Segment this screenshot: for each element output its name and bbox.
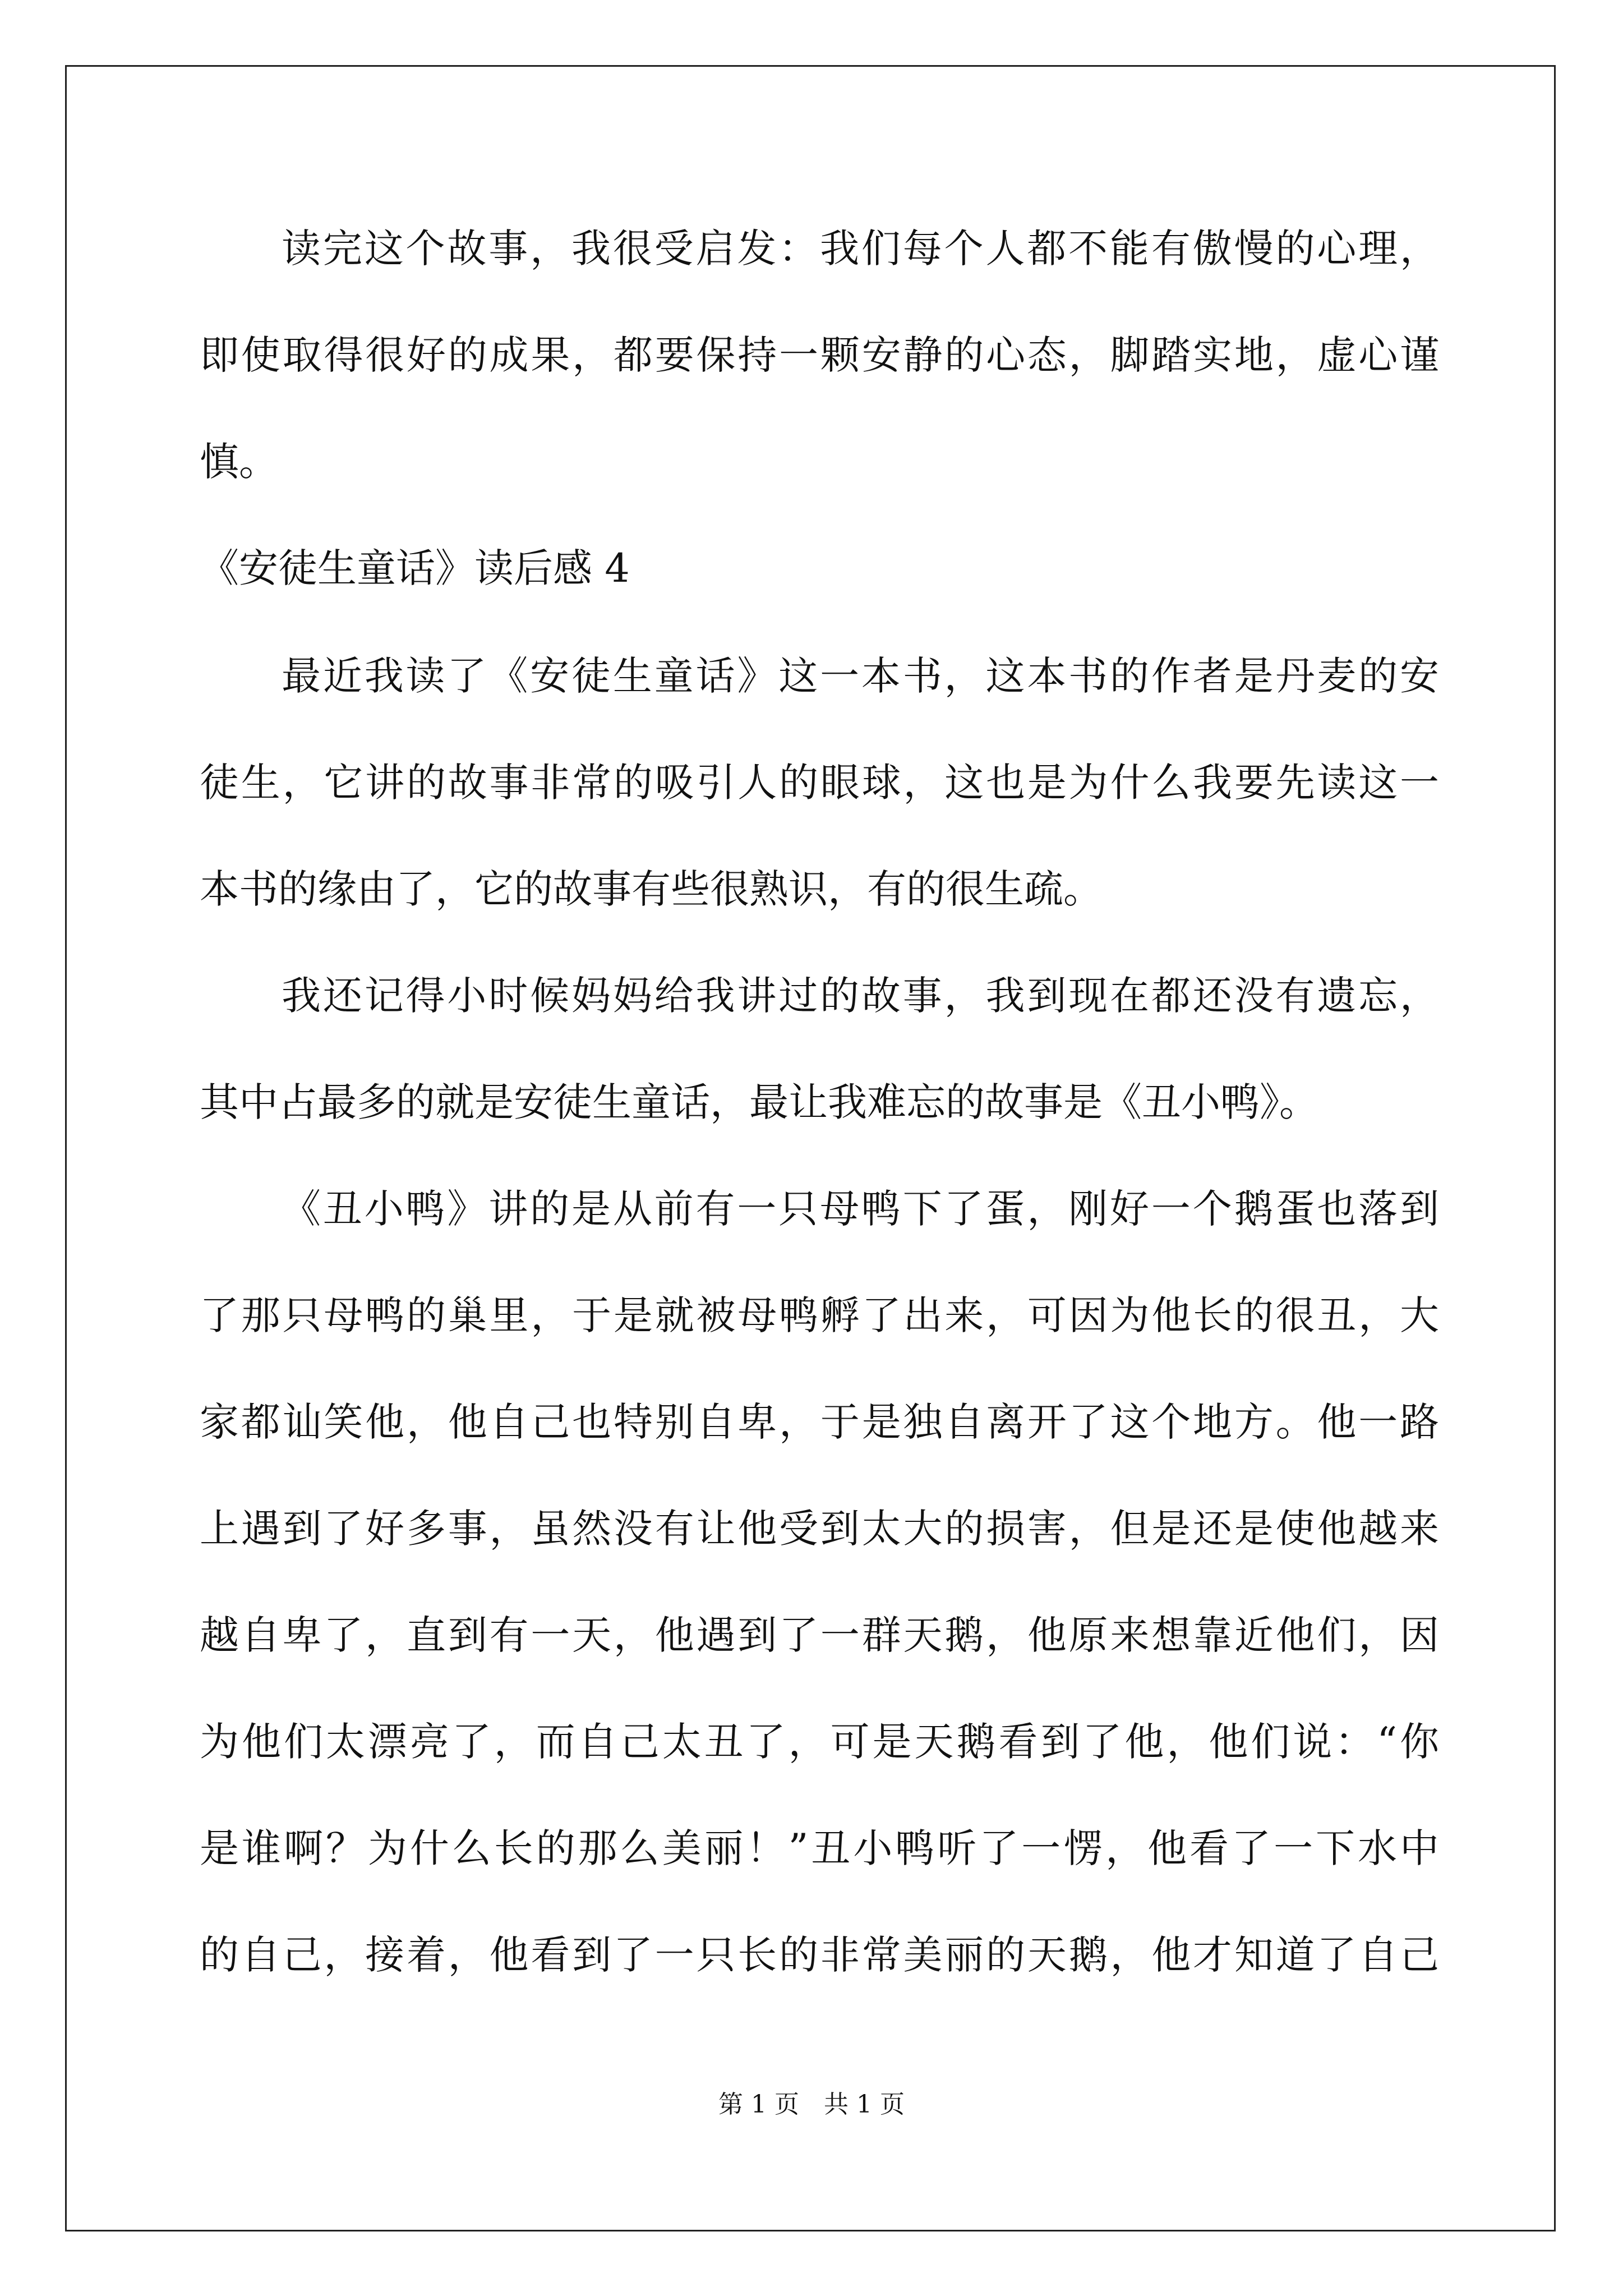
paragraph-line: 《丑小鸭》讲的是从前有一只母鸭下了蛋，刚好一个鹅蛋也落到: [282, 1186, 1439, 1232]
paragraph-line: 最近我读了《安徒生童话》这一本书，这本书的作者是丹麦的安: [282, 653, 1439, 699]
paragraph-line: 本书的缘由了，它的故事有些很熟识，有的很生疏。: [200, 866, 1103, 912]
paragraph-line: 徒生，它讲的故事非常的吸引人的眼球，这也是为什么我要先读这一: [200, 760, 1439, 806]
paragraph-line: 其中占最多的就是安徒生童话，最让我难忘的故事是《丑小鸭》。: [200, 1079, 1318, 1125]
paragraph-line: 读完这个故事，我很受启发：我们每个人都不能有傲慢的心理，: [282, 226, 1439, 272]
paragraph-line: 上遇到了好多事，虽然没有让他受到太大的损害，但是还是使他越来: [200, 1506, 1439, 1552]
paragraph-line: 为他们太漂亮了，而自己太丑了，可是天鹅看到了他，他们说：“你: [200, 1719, 1439, 1765]
paragraph-line: 家都讪笑他，他自己也特别自卑，于是独自离开了这个地方。他一路: [200, 1399, 1439, 1445]
section-heading: 《安徒生童话》读后感 4: [200, 545, 630, 591]
paragraph-line: 我还记得小时候妈妈给我讲过的故事，我到现在都还没有遗忘，: [282, 973, 1439, 1019]
paragraph-line: 的自己，接着，他看到了一只长的非常美丽的天鹅，他才知道了自己: [200, 1932, 1439, 1978]
paragraph-line: 是谁啊？为什么长的那么美丽！”丑小鸭听了一愣，他看了一下水中: [200, 1825, 1439, 1871]
paragraph-line: 即使取得很好的成果，都要保持一颗安静的心态，脚踏实地，虚心谨: [200, 332, 1439, 378]
page-number-footer: 第 1 页 共 1 页: [718, 2090, 905, 2119]
paragraph-line: 慎。: [200, 439, 278, 485]
paragraph-line: 了那只母鸭的巢里，于是就被母鸭孵了出来，可因为他长的很丑，大: [200, 1292, 1439, 1338]
page-border: [65, 65, 1556, 2231]
paragraph-line: 越自卑了，直到有一天，他遇到了一群天鹅，他原来想靠近他们，因: [200, 1612, 1439, 1658]
